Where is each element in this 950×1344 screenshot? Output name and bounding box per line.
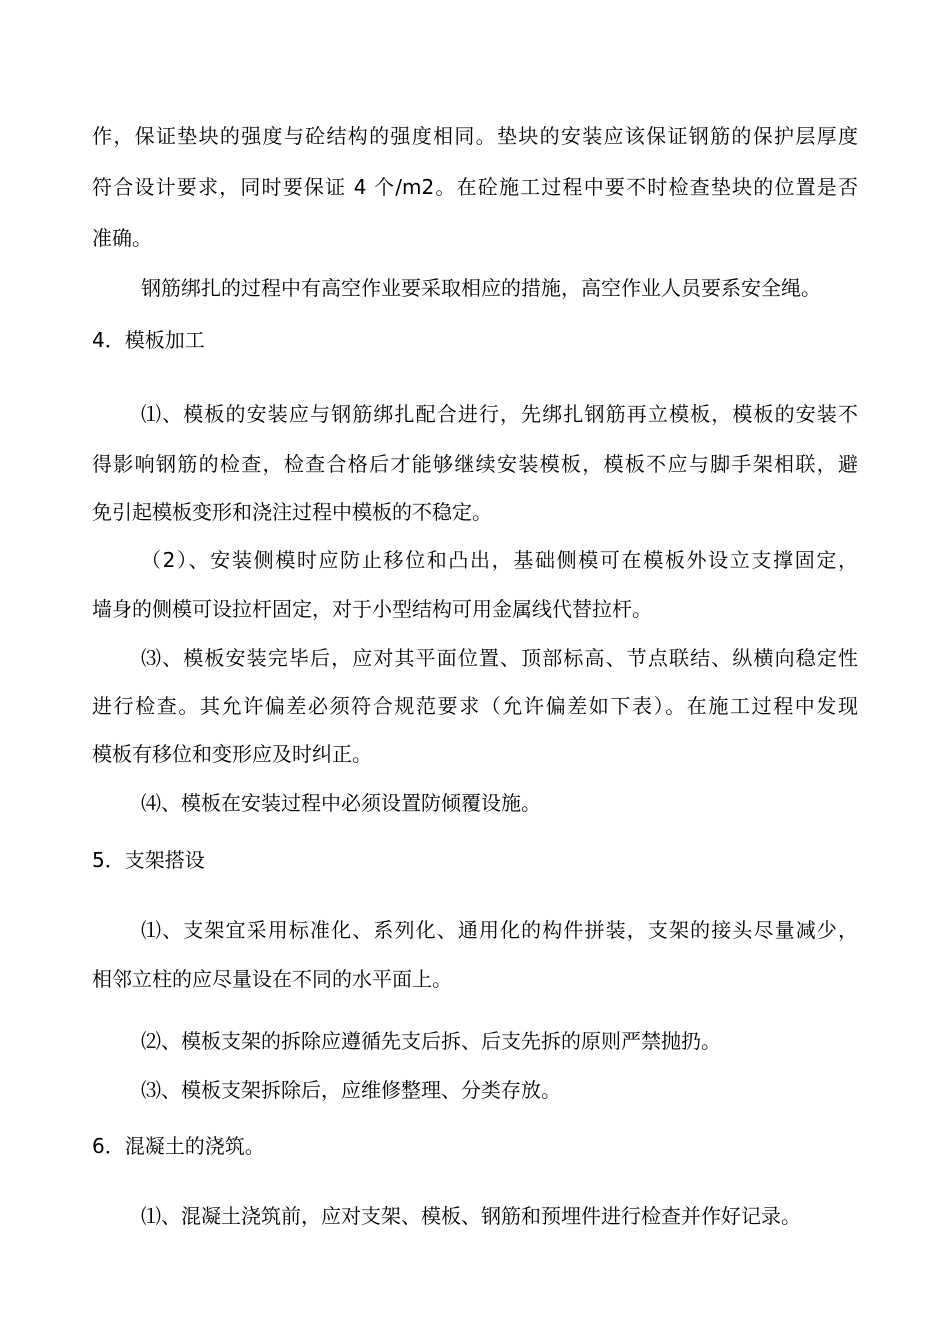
paragraph-line: ⑵、模板支架的拆除应遵循先支后拆、后支先拆的原则严禁抛扔。 xyxy=(141,1029,721,1053)
section-heading: 5．支架搭设 xyxy=(92,848,205,872)
paragraph-line: 相邻立柱的应尽量设在不同的水平面上。 xyxy=(92,967,452,991)
paragraph-line: ⑴、模板的安装应与钢筋绑扎配合进行，先绑扎钢筋再立模板，模板的安装不 xyxy=(141,402,858,426)
paragraph-line: （2）、安装侧模时应防止移位和凸出，基础侧模可在模板外设立支撑固定， xyxy=(141,548,858,572)
paragraph-line: 进行检查。其允许偏差必须符合规范要求（允许偏差如下表）。在施工过程中发现 xyxy=(92,694,858,718)
section-heading: 4．模板加工 xyxy=(92,328,205,352)
paragraph-line: 准确。 xyxy=(92,226,152,250)
paragraph-line: 模板有移位和变形应及时纠正。 xyxy=(92,742,372,766)
paragraph-line: ⑴、混凝土浇筑前，应对支架、模板、钢筋和预埋件进行检查并作好记录。 xyxy=(141,1204,801,1228)
paragraph-line: 符合设计要求，同时要保证 4 个/m2。在砼施工过程中要不时检查垫块的位置是否 xyxy=(92,175,858,199)
section-heading: 6．混凝土的浇筑。 xyxy=(92,1134,265,1158)
paragraph-line: ⑷、模板在安装过程中必须设置防倾覆设施。 xyxy=(141,791,541,815)
paragraph-line: 墙身的侧模可设拉杆固定，对于小型结构可用金属线代替拉杆。 xyxy=(92,597,652,621)
paragraph-line: 作，保证垫块的强度与砼结构的强度相同。垫块的安装应该保证钢筋的保护层厚度 xyxy=(92,124,858,148)
paragraph-line: ⑶、模板安装完毕后，应对其平面位置、顶部标高、节点联结、纵横向稳定性 xyxy=(141,646,858,670)
paragraph-line: 得影响钢筋的检查，检查合格后才能够继续安装模板，模板不应与脚手架相联，避 xyxy=(92,452,858,476)
paragraph-line: 钢筋绑扎的过程中有高空作业要采取相应的措施，高空作业人员要系安全绳。 xyxy=(141,276,821,300)
paragraph-line: ⑶、模板支架拆除后，应维修整理、分类存放。 xyxy=(141,1078,561,1102)
paragraph-line: ⑴、支架宜采用标准化、系列化、通用化的构件拼装，支架的接头尽量减少， xyxy=(141,918,858,942)
paragraph-line: 免引起模板变形和浇注过程中模板的不稳定。 xyxy=(92,500,492,524)
